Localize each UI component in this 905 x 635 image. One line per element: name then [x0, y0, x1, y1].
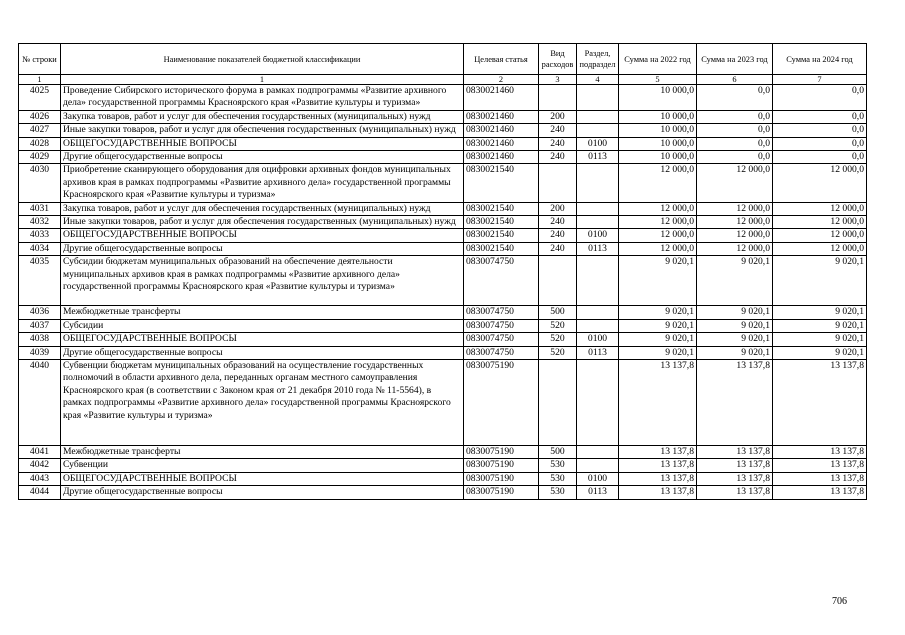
header-target-article: Целевая статья — [464, 44, 539, 75]
sum-2024: 13 137,8 — [773, 486, 867, 499]
sum-2022: 10 000,0 — [619, 124, 697, 137]
row-number: 4037 — [19, 319, 61, 332]
section-code — [577, 124, 619, 137]
section-code — [577, 359, 619, 445]
sum-2022: 9 020,1 — [619, 346, 697, 359]
section-code — [577, 85, 619, 111]
row-name: ОБЩЕГОСУДАРСТВЕННЫЕ ВОПРОСЫ — [61, 137, 464, 150]
target-article: 0830021540 — [464, 242, 539, 255]
table-row — [19, 359, 867, 445]
sum-2024: 9 020,1 — [773, 346, 867, 359]
column-number-row — [19, 75, 867, 85]
sum-2023: 0,0 — [697, 85, 773, 111]
header-sum-2022: Сумма на 2022 год — [619, 44, 697, 75]
sum-2023: 0,0 — [697, 137, 773, 150]
row-number: 4031 — [19, 202, 61, 215]
sum-2022: 13 137,8 — [619, 486, 697, 499]
sum-2024: 13 137,8 — [773, 359, 867, 445]
row-name: Субвенции бюджетам муниципальных образований на осуществление государственных полномочий в области архивного дела, переданных органам местного самоуправления Красноярского края (в соответствии с Законом края от 21 декабря 2010 года № 11-5564), в рамках подпрограммы «Развитие архивного дела» государственной программы Красноярского края «Развитие культуры и туризма» — [61, 359, 464, 445]
table-row — [19, 472, 867, 485]
target-article: 0830021460 — [464, 110, 539, 123]
header-sum-2023: Сумма на 2023 год — [697, 44, 773, 75]
table-row — [19, 137, 867, 150]
expense-kind — [539, 359, 577, 445]
row-number: 4043 — [19, 472, 61, 485]
sum-2023: 0,0 — [697, 110, 773, 123]
expense-kind: 530 — [539, 472, 577, 485]
sum-2023: 12 000,0 — [697, 164, 773, 202]
expense-kind: 240 — [539, 137, 577, 150]
section-code — [577, 256, 619, 306]
sum-2023: 12 000,0 — [697, 202, 773, 215]
sum-2024: 12 000,0 — [773, 242, 867, 255]
expense-kind: 530 — [539, 486, 577, 499]
sum-2024: 12 000,0 — [773, 164, 867, 202]
section-code: 0113 — [577, 151, 619, 164]
expense-kind: 520 — [539, 346, 577, 359]
target-article: 0830021460 — [464, 137, 539, 150]
column-number: 1 — [19, 75, 61, 85]
row-name: Межбюджетные трансферты — [61, 306, 464, 319]
section-code: 0100 — [577, 229, 619, 242]
sum-2024: 13 137,8 — [773, 459, 867, 472]
sum-2022: 13 137,8 — [619, 359, 697, 445]
table-row — [19, 229, 867, 242]
sum-2023: 9 020,1 — [697, 333, 773, 346]
sum-2024: 13 137,8 — [773, 445, 867, 458]
section-code: 0100 — [577, 333, 619, 346]
sum-2023: 13 137,8 — [697, 359, 773, 445]
table-row — [19, 346, 867, 359]
table-row — [19, 85, 867, 111]
sum-2023: 13 137,8 — [697, 445, 773, 458]
target-article: 0830074750 — [464, 346, 539, 359]
row-name: Закупка товаров, работ и услуг для обеспечения государственных (муниципальных) нужд — [61, 110, 464, 123]
sum-2023: 9 020,1 — [697, 346, 773, 359]
column-number: 3 — [539, 75, 577, 85]
sum-2022: 10 000,0 — [619, 85, 697, 111]
sum-2022: 10 000,0 — [619, 137, 697, 150]
expense-kind: 530 — [539, 459, 577, 472]
sum-2024: 0,0 — [773, 151, 867, 164]
sum-2023: 13 137,8 — [697, 472, 773, 485]
row-number: 4038 — [19, 333, 61, 346]
sum-2024: 0,0 — [773, 85, 867, 111]
row-number: 4040 — [19, 359, 61, 445]
row-number: 4044 — [19, 486, 61, 499]
row-name: Другие общегосударственные вопросы — [61, 151, 464, 164]
expense-kind: 240 — [539, 229, 577, 242]
section-code — [577, 164, 619, 202]
column-number: 5 — [619, 75, 697, 85]
section-code: 0113 — [577, 486, 619, 499]
column-number: 7 — [773, 75, 867, 85]
sum-2024: 12 000,0 — [773, 216, 867, 229]
section-code — [577, 319, 619, 332]
header-expense-kind: Вид расходов — [539, 44, 577, 75]
section-code — [577, 445, 619, 458]
row-name: Субсидии — [61, 319, 464, 332]
sum-2022: 12 000,0 — [619, 216, 697, 229]
expense-kind: 520 — [539, 319, 577, 332]
target-article: 0830074750 — [464, 333, 539, 346]
target-article: 0830021540 — [464, 164, 539, 202]
sum-2024: 12 000,0 — [773, 202, 867, 215]
table-row — [19, 164, 867, 202]
budget-table — [18, 43, 867, 500]
row-name: Проведение Сибирского исторического форума в рамках подпрограммы «Развитие архивного дела» государственной программы Красноярского края «Развитие культуры и туризма» — [61, 85, 464, 111]
sum-2022: 12 000,0 — [619, 229, 697, 242]
table-row — [19, 306, 867, 319]
row-name: ОБЩЕГОСУДАРСТВЕННЫЕ ВОПРОСЫ — [61, 472, 464, 485]
sum-2022: 9 020,1 — [619, 319, 697, 332]
page-number: 706 — [832, 596, 847, 607]
sum-2022: 13 137,8 — [619, 445, 697, 458]
target-article: 0830075190 — [464, 472, 539, 485]
table-row — [19, 445, 867, 458]
target-article: 0830074750 — [464, 306, 539, 319]
sum-2023: 9 020,1 — [697, 319, 773, 332]
sum-2024: 0,0 — [773, 110, 867, 123]
table-row — [19, 319, 867, 332]
expense-kind — [539, 164, 577, 202]
target-article: 0830021540 — [464, 216, 539, 229]
row-name: ОБЩЕГОСУДАРСТВЕННЫЕ ВОПРОСЫ — [61, 229, 464, 242]
header-row-number: № строки — [19, 44, 61, 75]
header-sum-2024: Сумма на 2024 год — [773, 44, 867, 75]
sum-2024: 9 020,1 — [773, 319, 867, 332]
table-row — [19, 333, 867, 346]
target-article: 0830074750 — [464, 319, 539, 332]
expense-kind: 240 — [539, 151, 577, 164]
sum-2023: 12 000,0 — [697, 242, 773, 255]
row-name: Закупка товаров, работ и услуг для обеспечения государственных (муниципальных) нужд — [61, 202, 464, 215]
sum-2023: 13 137,8 — [697, 459, 773, 472]
row-number: 4042 — [19, 459, 61, 472]
table-body — [19, 85, 867, 500]
column-number: 2 — [464, 75, 539, 85]
sum-2022: 9 020,1 — [619, 306, 697, 319]
target-article: 0830021460 — [464, 124, 539, 137]
sum-2024: 9 020,1 — [773, 306, 867, 319]
sum-2022: 12 000,0 — [619, 164, 697, 202]
sum-2023: 0,0 — [697, 124, 773, 137]
header-section: Раздел, подраздел — [577, 44, 619, 75]
expense-kind: 240 — [539, 242, 577, 255]
target-article: 0830021540 — [464, 202, 539, 215]
expense-kind: 500 — [539, 306, 577, 319]
column-number: 1 — [61, 75, 464, 85]
target-article: 0830021540 — [464, 229, 539, 242]
table-row — [19, 216, 867, 229]
table-row — [19, 124, 867, 137]
row-name: Иные закупки товаров, работ и услуг для обеспечения государственных (муниципальных) нужд — [61, 216, 464, 229]
section-code: 0100 — [577, 137, 619, 150]
row-number: 4041 — [19, 445, 61, 458]
row-name: Приобретение сканирующего оборудования для оцифровки архивных фондов муниципальных архивов края в рамках подпрограммы «Развитие архивного дела» государственной программы Красноярского края «Развитие культуры и туризма» — [61, 164, 464, 202]
table-row — [19, 486, 867, 499]
table-row — [19, 202, 867, 215]
row-number: 4027 — [19, 124, 61, 137]
sum-2024: 9 020,1 — [773, 256, 867, 306]
table-row — [19, 110, 867, 123]
row-name: Другие общегосударственные вопросы — [61, 486, 464, 499]
table-row — [19, 151, 867, 164]
section-code — [577, 216, 619, 229]
expense-kind: 240 — [539, 124, 577, 137]
section-code — [577, 459, 619, 472]
row-name: Межбюджетные трансферты — [61, 445, 464, 458]
expense-kind — [539, 256, 577, 306]
row-number: 4030 — [19, 164, 61, 202]
target-article: 0830021460 — [464, 85, 539, 111]
expense-kind: 520 — [539, 333, 577, 346]
expense-kind: 200 — [539, 110, 577, 123]
sum-2023: 12 000,0 — [697, 229, 773, 242]
row-name: Иные закупки товаров, работ и услуг для обеспечения государственных (муниципальных) нужд — [61, 124, 464, 137]
table-row — [19, 459, 867, 472]
row-name: ОБЩЕГОСУДАРСТВЕННЫЕ ВОПРОСЫ — [61, 333, 464, 346]
target-article: 0830075190 — [464, 445, 539, 458]
section-code — [577, 110, 619, 123]
expense-kind — [539, 85, 577, 111]
row-number: 4036 — [19, 306, 61, 319]
sum-2024: 13 137,8 — [773, 472, 867, 485]
row-number: 4032 — [19, 216, 61, 229]
target-article: 0830075190 — [464, 459, 539, 472]
header-row — [19, 44, 867, 75]
sum-2023: 0,0 — [697, 151, 773, 164]
target-article: 0830074750 — [464, 256, 539, 306]
row-number: 4033 — [19, 229, 61, 242]
row-name: Субвенции — [61, 459, 464, 472]
sum-2022: 10 000,0 — [619, 110, 697, 123]
sum-2023: 13 137,8 — [697, 486, 773, 499]
row-number: 4025 — [19, 85, 61, 111]
sum-2024: 9 020,1 — [773, 333, 867, 346]
sum-2023: 12 000,0 — [697, 216, 773, 229]
sum-2024: 0,0 — [773, 124, 867, 137]
sum-2023: 9 020,1 — [697, 306, 773, 319]
target-article: 0830075190 — [464, 486, 539, 499]
target-article: 0830075190 — [464, 359, 539, 445]
sum-2022: 13 137,8 — [619, 459, 697, 472]
section-code: 0113 — [577, 242, 619, 255]
column-number: 6 — [697, 75, 773, 85]
column-number: 4 — [577, 75, 619, 85]
section-code — [577, 306, 619, 319]
row-name: Субсидии бюджетам муниципальных образований на обеспечение деятельности муниципальных архивов края в рамках подпрограммы «Развитие архивного дела» государственной программы Красноярского края «Развитие культуры и туризма» — [61, 256, 464, 306]
sum-2024: 12 000,0 — [773, 229, 867, 242]
section-code: 0113 — [577, 346, 619, 359]
table-row — [19, 242, 867, 255]
section-code: 0100 — [577, 472, 619, 485]
section-code — [577, 202, 619, 215]
row-number: 4026 — [19, 110, 61, 123]
expense-kind: 500 — [539, 445, 577, 458]
row-number: 4039 — [19, 346, 61, 359]
sum-2023: 9 020,1 — [697, 256, 773, 306]
sum-2022: 9 020,1 — [619, 333, 697, 346]
sum-2022: 9 020,1 — [619, 256, 697, 306]
row-number: 4034 — [19, 242, 61, 255]
expense-kind: 240 — [539, 216, 577, 229]
row-number: 4035 — [19, 256, 61, 306]
sum-2022: 10 000,0 — [619, 151, 697, 164]
row-number: 4029 — [19, 151, 61, 164]
sum-2024: 0,0 — [773, 137, 867, 150]
target-article: 0830021460 — [464, 151, 539, 164]
table-row — [19, 256, 867, 306]
header-name: Наименование показателей бюджетной классификации — [61, 44, 464, 75]
row-name: Другие общегосударственные вопросы — [61, 346, 464, 359]
sum-2022: 12 000,0 — [619, 242, 697, 255]
expense-kind: 200 — [539, 202, 577, 215]
sum-2022: 13 137,8 — [619, 472, 697, 485]
row-number: 4028 — [19, 137, 61, 150]
sum-2022: 12 000,0 — [619, 202, 697, 215]
row-name: Другие общегосударственные вопросы — [61, 242, 464, 255]
